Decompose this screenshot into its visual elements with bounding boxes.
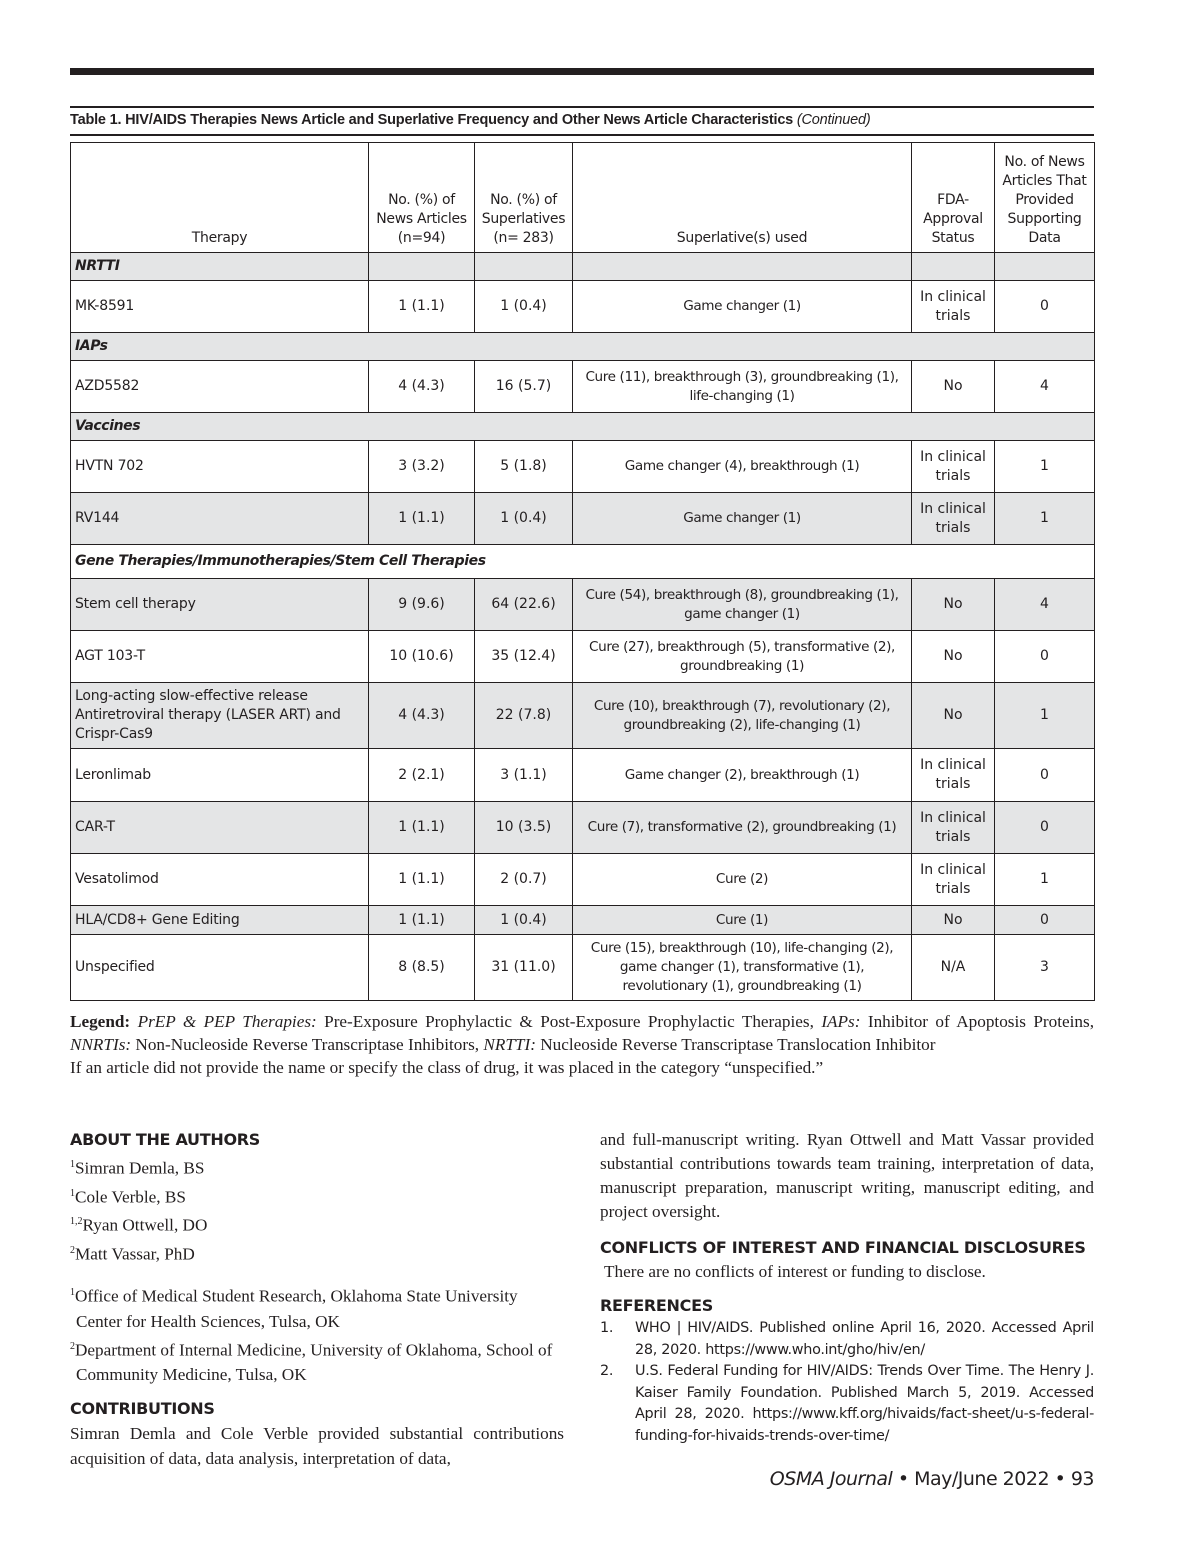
cell-therapy: Long-acting slow-effective release Antiretroviral therapy (LASER ART) and Crispr-Cas9 — [71, 683, 369, 749]
cell-fda-status: No — [912, 906, 995, 935]
table-row — [71, 631, 1095, 683]
page-footer — [770, 1468, 1094, 1490]
category-row — [71, 333, 1095, 361]
issue-page: • May/June 2022 • 93 — [892, 1468, 1094, 1490]
reference-number: 1. — [600, 1320, 614, 1336]
cell-superlatives: 1 (0.4) — [475, 493, 573, 545]
cell-articles: 1 (1.1) — [369, 906, 475, 935]
cell-superlatives: 5 (1.8) — [475, 441, 573, 493]
cell-superlatives-used: Cure (15), breakthrough (10), life-changing (2), game changer (1), transformative (1), revolutionary (1), groundbreaking (1) — [573, 935, 912, 1001]
cell-superlatives: 16 (5.7) — [475, 361, 573, 413]
reference-item — [600, 1318, 1094, 1361]
legend-term: NRTTI: — [483, 1035, 536, 1054]
conflicts-text: There are no conflicts of interest or funding to disclose. — [604, 1262, 986, 1281]
cell-supporting-data: 0 — [995, 281, 1095, 333]
category-vaccines: Vaccines — [71, 413, 1095, 441]
cell-articles: 10 (10.6) — [369, 631, 475, 683]
legend-abbreviations — [70, 1010, 1094, 1056]
cell-superlatives-used: Game changer (1) — [573, 281, 912, 333]
table-row — [71, 361, 1095, 413]
cell-superlatives-used: Cure (27), breakthrough (5), transformative (2), groundbreaking (1) — [573, 631, 912, 683]
cell-superlatives-used: Cure (54), breakthrough (8), groundbreaking (1), game changer (1) — [573, 579, 912, 631]
table-row — [71, 802, 1095, 854]
category-iaps: IAPs — [71, 333, 1095, 361]
cell-superlatives: 1 (0.4) — [475, 281, 573, 333]
cell-supporting-data: 1 — [995, 441, 1095, 493]
author-superscript: 1 — [70, 1159, 75, 1170]
legend-term: NNRTIs: — [70, 1035, 132, 1054]
cell-therapy: Vesatolimod — [71, 854, 369, 906]
cell-superlatives: 35 (12.4) — [475, 631, 573, 683]
cell-superlatives-used: Cure (2) — [573, 854, 912, 906]
cell-therapy: HLA/CD8+ Gene Editing — [71, 906, 369, 935]
cell-therapy: Leronlimab — [71, 749, 369, 802]
cell-superlatives: 1 (0.4) — [475, 906, 573, 935]
cell-supporting-data: 4 — [995, 361, 1095, 413]
table-legend — [70, 1010, 1094, 1079]
cell-therapy: AGT 103-T — [71, 631, 369, 683]
table-row — [71, 281, 1095, 333]
cell-supporting-data: 0 — [995, 749, 1095, 802]
legend-definition: Non-Nucleoside Reverse Transcriptase Inhibitors, — [131, 1035, 484, 1054]
cell-superlatives: 64 (22.6) — [475, 579, 573, 631]
author-name: $^1$Cole Verble, BS — [70, 1187, 186, 1207]
cell-supporting-data: 0 — [995, 802, 1095, 854]
cell-fda-status: In clinical trials — [912, 281, 995, 333]
cell-articles: 3 (3.2) — [369, 441, 475, 493]
contributions-heading: CONTRIBUTIONS — [70, 1399, 215, 1419]
cell-fda-status: In clinical trials — [912, 441, 995, 493]
cell-articles: 1 (1.1) — [369, 493, 475, 545]
table-row — [71, 493, 1095, 545]
cell-superlatives-used: Cure (10), breakthrough (7), revolutionary (2), groundbreaking (2), life-changing (1) — [573, 683, 912, 749]
cell-superlatives: 10 (3.5) — [475, 802, 573, 854]
references-list — [600, 1318, 1094, 1447]
cell-therapy: HVTN 702 — [71, 441, 369, 493]
cell-superlatives-used: Game changer (4), breakthrough (1) — [573, 441, 912, 493]
cell-therapy: Unspecified — [71, 935, 369, 1001]
table-row — [71, 683, 1095, 749]
contributions-text-part1: Simran Demla and Cole Verble provided substantial contributions acquisition of data, data analysis, interpretation of data, — [70, 1424, 564, 1469]
author-superscript: 2 — [70, 1245, 75, 1257]
contributions-text-part2: and full-manuscript writing. Ryan Ottwell and Matt Vassar provided substantial contributions towards team training, interpretation of data, manuscript preparation, manuscript writing, manuscript editing, and project oversight. — [600, 1130, 1094, 1221]
journal-name: OSMA Journal — [769, 1468, 893, 1490]
cell-fda-status: In clinical trials — [912, 749, 995, 802]
table-row — [71, 935, 1095, 1001]
cell-supporting-data: 0 — [995, 631, 1095, 683]
affiliation-superscript: 2 — [70, 1340, 75, 1352]
header-supporting-data: No. of News Articles That Provided Supporting Data — [995, 143, 1095, 253]
legend-definition: Inhibitor of Apoptosis Proteins, — [860, 1012, 1094, 1031]
table-row — [71, 906, 1095, 935]
header-therapy: Therapy — [71, 143, 369, 253]
legend-label: Legend: — [70, 1012, 131, 1031]
cell-supporting-data: 0 — [995, 906, 1095, 935]
cell-therapy: MK-8591 — [71, 281, 369, 333]
cell-articles: 4 (4.3) — [369, 361, 475, 413]
cell-therapy: AZD5582 — [71, 361, 369, 413]
table-caption-suffix: (Continued) — [796, 112, 871, 128]
table-header-row — [71, 143, 1095, 253]
affiliation-superscript: 1 — [70, 1286, 75, 1298]
right-column — [600, 1128, 1094, 1447]
cell-articles: 1 (1.1) — [369, 854, 475, 906]
cell-superlatives-used: Cure (7), transformative (2), groundbreaking (1) — [573, 802, 912, 854]
cell-superlatives: 31 (11.0) — [475, 935, 573, 1001]
header-superlatives-used: Superlative(s) used — [573, 143, 912, 253]
cell-therapy: CAR-T — [71, 802, 369, 854]
cell-superlatives-used: Game changer (1) — [573, 493, 912, 545]
legend-term: IAPs: — [821, 1012, 861, 1031]
table-row — [71, 579, 1095, 631]
references-heading: REFERENCES — [600, 1296, 713, 1315]
author-superscript: 1 — [70, 1187, 75, 1199]
author-name: $^1$Simran Demla, BS — [70, 1158, 205, 1178]
cell-supporting-data: 3 — [995, 935, 1095, 1001]
author-name: $^{1,2}$Ryan Ottwell, DO — [70, 1216, 208, 1236]
cell-fda-status: In clinical trials — [912, 854, 995, 906]
table-row — [71, 441, 1095, 493]
category-row — [71, 545, 1095, 579]
cell-fda-status: No — [912, 579, 995, 631]
cell-fda-status: No — [912, 631, 995, 683]
left-column — [70, 1128, 564, 1471]
reference-item — [600, 1361, 1094, 1447]
reference-number: 2. — [600, 1363, 614, 1379]
cell-superlatives: 22 (7.8) — [475, 683, 573, 749]
header-fda-status: FDA-Approval Status — [912, 143, 995, 253]
table-caption-title: Table 1. HIV/AIDS Therapies News Article and Superlative Frequency and Other News Article Characteristics — [70, 112, 794, 128]
cell-articles: 4 (4.3) — [369, 683, 475, 749]
reference-text: U.S. Federal Funding for HIV/AIDS: Trends Over Time. The Henry J. Kaiser Family Foundation. Published March 5, 2019. Accessed April 28, 2020. https://www.kff.org/hivaids/fact-sheet/u-s-federal-funding-for-hivaids-trends-over-time/ — [635, 1363, 1094, 1444]
author-superscript: 1,2 — [70, 1216, 83, 1228]
cell-superlatives-used: Cure (1) — [573, 906, 912, 935]
cell-supporting-data: 1 — [995, 683, 1095, 749]
header-articles: No. (%) of News Articles (n=94) — [369, 143, 475, 253]
table-caption — [70, 106, 1094, 136]
about-authors-heading: ABOUT THE AUTHORS — [70, 1130, 260, 1149]
cell-supporting-data: 4 — [995, 579, 1095, 631]
cell-fda-status: In clinical trials — [912, 802, 995, 854]
cell-fda-status: N/A — [912, 935, 995, 1001]
category-gene-therapies: Gene Therapies/Immunotherapies/Stem Cell Therapies — [71, 545, 1095, 579]
cell-supporting-data: 1 — [995, 493, 1095, 545]
cell-articles: 9 (9.6) — [369, 579, 475, 631]
cell-superlatives-used: Cure (11), breakthrough (3), groundbreaking (1), life-changing (1) — [573, 361, 912, 413]
cell-therapy: RV144 — [71, 493, 369, 545]
cell-articles: 8 (8.5) — [369, 935, 475, 1001]
cell-fda-status: No — [912, 683, 995, 749]
legend-definition: Nucleoside Reverse Transcriptase Translocation Inhibitor — [535, 1035, 936, 1054]
category-row — [71, 253, 1095, 281]
affiliation: $^1$Office of Medical Student Research, Oklahoma State University Center for Health Sciences, Tulsa, OK — [70, 1286, 518, 1331]
header-superlatives: No. (%) of Superlatives (n= 283) — [475, 143, 573, 253]
table-row — [71, 749, 1095, 802]
reference-text: WHO | HIV/AIDS. Published online April 16, 2020. Accessed April 28, 2020. https://www.who.int/gho/hiv/en/ — [635, 1320, 1094, 1358]
cell-therapy: Stem cell therapy — [71, 579, 369, 631]
cell-fda-status: No — [912, 361, 995, 413]
cell-fda-status: In clinical trials — [912, 493, 995, 545]
cell-supporting-data: 1 — [995, 854, 1095, 906]
conflicts-heading: CONFLICTS OF INTEREST AND FINANCIAL DISCLOSURES — [600, 1238, 1086, 1257]
legend-term: PrEP & PEP Therapies: — [137, 1012, 317, 1031]
cell-superlatives: 2 (0.7) — [475, 854, 573, 906]
cell-articles: 1 (1.1) — [369, 802, 475, 854]
affiliation: $^2$Department of Internal Medicine, University of Oklahoma, School of Community Medicine, Tulsa, OK — [70, 1340, 553, 1385]
category-nrtti: NRTTI — [71, 253, 369, 281]
cell-articles: 1 (1.1) — [369, 281, 475, 333]
cell-superlatives: 3 (1.1) — [475, 749, 573, 802]
legend-definition: Pre-Exposure Prophylactic & Post-Exposure Prophylactic Therapies, — [316, 1012, 822, 1031]
author-name: $^2$Matt Vassar, PhD — [70, 1244, 195, 1264]
table-row — [71, 854, 1095, 906]
cell-superlatives-used: Game changer (2), breakthrough (1) — [573, 749, 912, 802]
cell-articles: 2 (2.1) — [369, 749, 475, 802]
therapies-table — [70, 142, 1095, 1001]
category-row — [71, 413, 1095, 441]
top-rule — [70, 68, 1094, 75]
legend-note: If an article did not provide the name or specify the class of drug, it was placed in the category “unspecified.” — [70, 1058, 824, 1077]
